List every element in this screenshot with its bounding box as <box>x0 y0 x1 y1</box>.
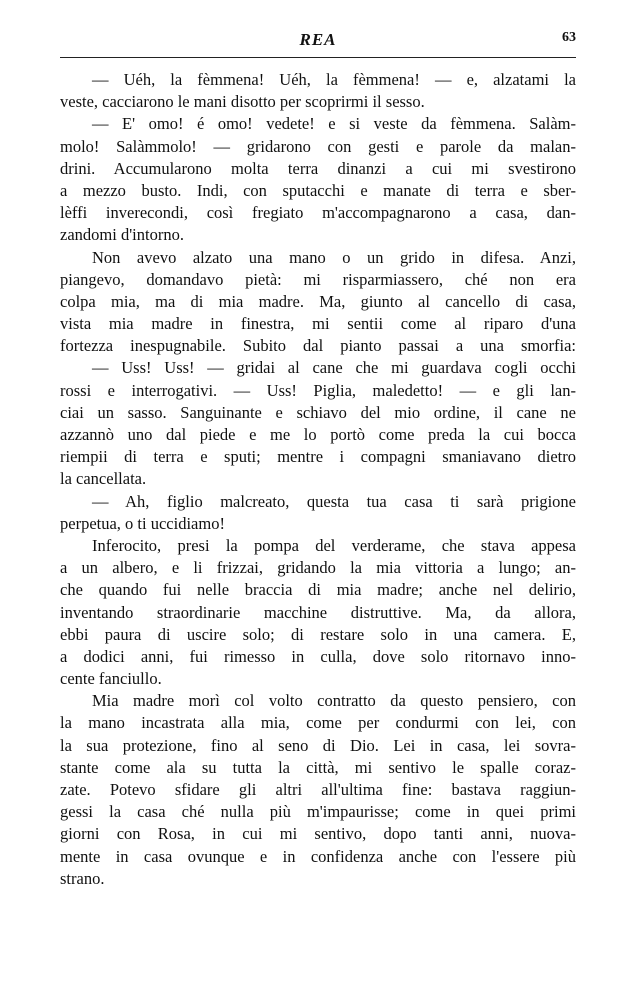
text-line: cente fanciullo. <box>60 669 162 689</box>
text-line: vista mia madre in finestra, mi sentii come al riparo d'una <box>60 314 576 334</box>
paragraph-5 <box>60 491 576 535</box>
running-head <box>60 30 576 54</box>
page-number: 63 <box>562 30 576 45</box>
page-body <box>60 69 576 890</box>
text-line: la sua protezione, fino al seno di Dio. Lei in casa, lei sovra- <box>60 735 576 755</box>
text-line: gessi la casa ché nulla più m'impaurisse; come in quei primi <box>60 802 576 822</box>
paragraph-1 <box>60 69 576 113</box>
text-line: mente in casa ovunque e in confidenza anche con l'essere più <box>60 846 576 866</box>
text-line: lèffi inverecondi, così fregiato m'accompagnarono a casa, dan- <box>60 203 576 223</box>
text-line: ebbi paura di uscire solo; di restare solo in una camera. E, <box>60 624 576 644</box>
text-line: giorni con Rosa, in cui mi sentivo, dopo tanti anni, nuova- <box>60 824 576 844</box>
paragraph-4 <box>60 357 576 490</box>
header-rule <box>60 57 576 58</box>
text-line: zandomi d'intorno. <box>60 225 184 245</box>
text-line: zate. Potevo sfidare gli altri all'ultima fine: bastava raggiun- <box>60 780 576 799</box>
text-line: la mano incastrata alla mia, come per condurmi con lei, con <box>60 713 576 733</box>
text-line: azzannò uno dal piede e me lo portò come preda la cui bocca <box>60 425 576 444</box>
text-line: — Uéh, la fèmmena! Uéh, la fèmmena! — e, alzatami la <box>92 70 576 89</box>
text-line: perpetua, o ti uccidiamo! <box>60 513 225 533</box>
text-line: la cancellata. <box>60 469 147 489</box>
text-line: fortezza inespugnabile. Subito dal pianto passai a una smorfia: <box>60 336 576 356</box>
text-line: drini. Accumularono molta terra dinanzi a cui mi svestirono <box>60 158 576 178</box>
text-line: rossi e interrogativi. — Uss! Piglia, maledetto! — e gli lan- <box>60 380 576 400</box>
text-line: a mezzo busto. Indi, con sputacchi e manate di terra e sber- <box>60 180 576 200</box>
text-line: inventando straordinarie macchine distruttive. Ma, da allora, <box>60 602 576 622</box>
text-line: a dodici anni, fui rimesso in culla, dove solo ritornavo inno- <box>60 646 576 666</box>
text-line: veste, cacciarono le mani disotto per scoprirmi il sesso. <box>60 92 425 112</box>
text-line: Non avevo alzato una mano o un grido in difesa. Anzi, <box>92 247 576 267</box>
text-line: Mia madre morì col volto contratto da questo pensiero, con <box>92 691 576 711</box>
text-line: — Uss! Uss! — gridai al cane che mi guardava cogli occhi <box>92 358 576 378</box>
text-line: — Ah, figlio malcreato, questa tua casa ti sarà prigione <box>92 491 576 511</box>
text-line: strano. <box>60 868 105 888</box>
paragraph-2 <box>60 113 576 246</box>
paragraph-6 <box>60 535 576 690</box>
text-line: molo! Salàmmolo! — gridarono con gesti e parole da malan- <box>60 136 576 156</box>
text-line: riempii di terra e sputi; mentre i compagni smaniavano dietro <box>60 447 576 467</box>
paragraph-7 <box>60 690 576 890</box>
text-line: piangevo, domandavo pietà: mi risparmiassero, ché non era <box>60 269 576 289</box>
running-title: REA <box>299 30 337 49</box>
text-line: stante come ala su tutta la città, mi sentivo le spalle coraz- <box>60 757 576 777</box>
text-line: ciai un sasso. Sanguinante e schiavo del mio ordine, il cane ne <box>60 402 576 422</box>
text-line: a un albero, e li frizzai, gridando la mia vittoria a lungo; an- <box>60 558 576 578</box>
text-line: che quando fui nelle braccia di mia madre; anche nel delirio, <box>60 580 576 600</box>
text-line: — E' omo! é omo! vedete! e si veste da fèmmena. Salàm- <box>92 114 576 134</box>
text-line: colpa mia, ma di mia madre. Ma, giunto al cancello di casa, <box>60 291 576 311</box>
paragraph-3 <box>60 247 576 358</box>
text-line: Inferocito, presi la pompa del verderame, che stava appesa <box>92 535 576 555</box>
